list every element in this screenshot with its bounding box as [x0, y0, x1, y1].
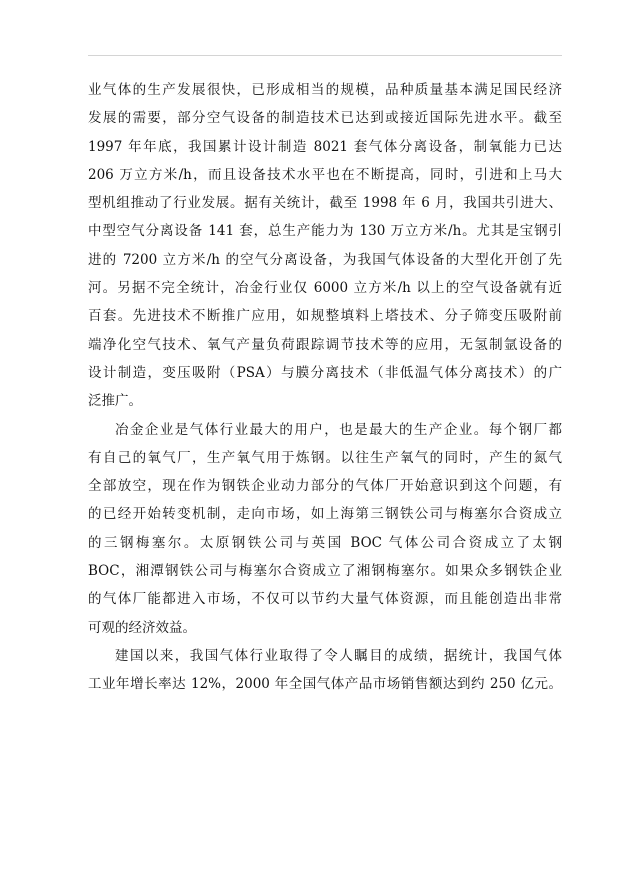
text-line: 的气体厂能都进入市场，不仅可以节约大量气体资源，而且能创造出非常: [88, 591, 562, 608]
text-line: BOC，湘潭钢铁公司与梅塞尔合资成立了湘钢梅塞尔。如果众多钢铁企业: [88, 563, 562, 580]
text-line: 端净化空气技术、氧气产量负荷跟踪调节技术等的应用，无氢制氩设备的: [88, 336, 562, 353]
text-line: 工业年增长率达 12%，2000 年全国气体产品市场销售额达到约 250 亿元。: [88, 676, 562, 693]
text-line: 建国以来，我国气体行业取得了令人瞩目的成绩，据统计，我国气体: [115, 647, 562, 664]
paragraph-1: [88, 76, 562, 416]
text-line: 可观的经济效益。: [88, 619, 196, 636]
text-line: 业气体的生产发展很快，已形成相当的规模，品种质量基本满足国民经济: [88, 82, 562, 98]
text-line: 1997 年年底，我国累计设计制造 8021 套气体分离设备，制氧能力已达: [88, 138, 562, 155]
text-line: 有自己的氧气厂，生产氧气用于炼钢。以往生产氧气的同时，产生的氮气: [88, 449, 562, 466]
paragraph-3: [88, 642, 562, 699]
text-line: 进的 7200 立方米/h 的空气分离设备，为我国气体设备的大型化开创了先: [88, 251, 562, 268]
text-line: 河。另据不完全统计，冶金行业仅 6000 立方米/h 以上的空气设备就有近: [88, 280, 562, 297]
text-line: 全部放空，现在作为钢铁企业动力部分的气体厂开始意识到这个问题，有: [88, 478, 562, 495]
paragraph-2: [88, 416, 562, 642]
text-line: 型机组推动了行业发展。据有关统计，截至 1998 年 6 月，我国共引进大、: [88, 195, 562, 212]
text-line: 中型空气分离设备 141 套，总生产能力为 130 万立方米/h。尤其是宝钢引: [88, 223, 562, 240]
text-line: 百套。先进技术不断推广应用，如规整填料上塔技术、分子筛变压吸附前: [88, 308, 562, 325]
text-line: 的已经开始转变机制，走向市场，如上海第三钢铁公司与梅塞尔合资成立: [88, 506, 562, 523]
text-line: 设计制造，变压吸附（PSA）与膜分离技术（非低温气体分离技术）的广: [88, 364, 562, 381]
text-line: 的三钢梅塞尔。太原钢铁公司与英国 BOC 气体公司合资成立了太钢: [88, 534, 562, 551]
header-divider: [88, 55, 562, 56]
text-line: 泛推广。: [88, 393, 142, 410]
text-line: 206 万立方米/h，而且设备技术水平也在不断提高，同时，引进和上马大: [88, 166, 562, 183]
document-body: [88, 76, 562, 699]
text-line: 发展的需要，部分空气设备的制造技术已达到或接近国际先进水平。截至: [88, 110, 562, 127]
text-line: 冶金企业是气体行业最大的用户，也是最大的生产企业。每个钢厂都: [115, 421, 562, 438]
